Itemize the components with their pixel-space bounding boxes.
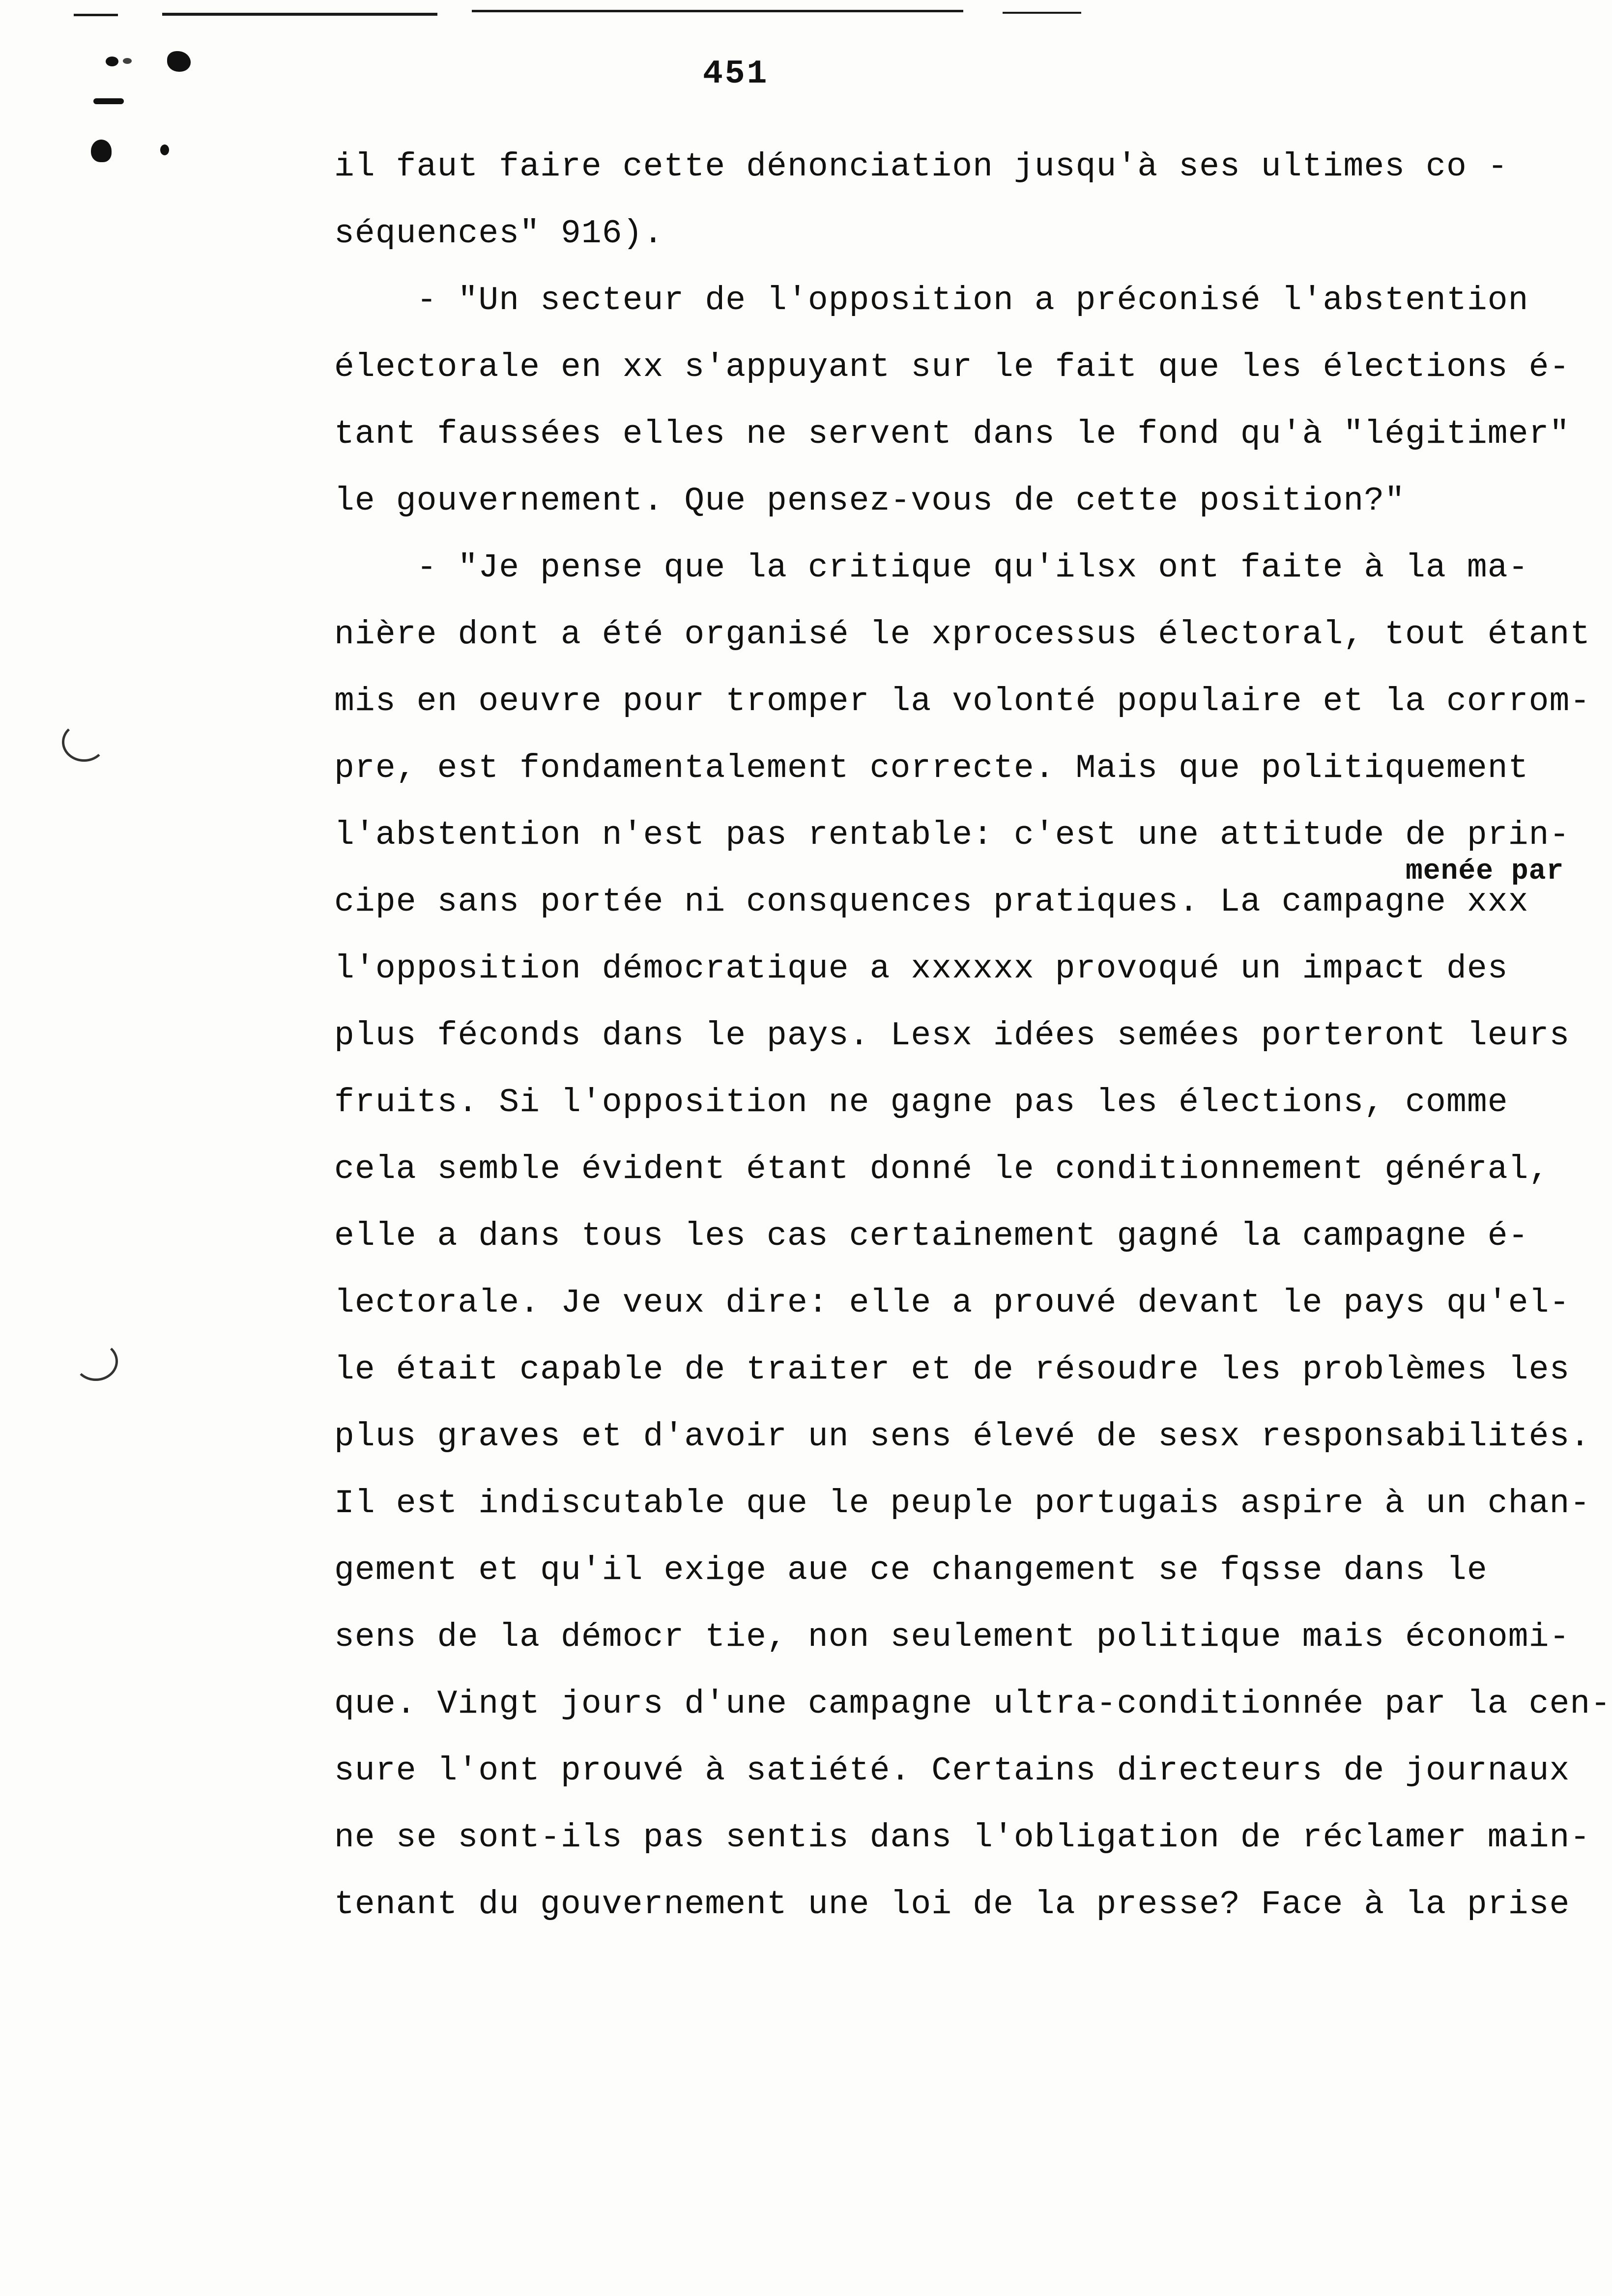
- text-line: cela semble évident étant donné le conditionnement général,: [334, 1150, 1550, 1188]
- ink-mark: [93, 98, 124, 104]
- interlinear-correction: menée par: [1406, 856, 1564, 888]
- punch-hole-mark: [91, 140, 112, 162]
- text-line: - "Un secteur de l'opposition a préconisé l'abstention: [334, 282, 1529, 319]
- scan-edge-rule: [472, 10, 963, 12]
- scan-edge-rule: [162, 13, 437, 16]
- text-line: cipe sans portée ni consquences pratiques. La campagne xxx: [334, 883, 1529, 921]
- text-line: plus graves et d'avoir un sens élevé de sesx responsabilités.: [334, 1418, 1591, 1456]
- text-line: l'abstention n'est pas rentable: c'est une attitude de prin-: [334, 816, 1570, 854]
- text-line: lectorale. Je veux dire: elle a prouvé devant le pays qu'el-: [334, 1284, 1570, 1322]
- margin-bracket-mark: [74, 1342, 118, 1381]
- margin-bracket-mark: [62, 722, 106, 762]
- text-line: électorale en xx s'appuyant sur le fait que les élections é-: [334, 348, 1570, 386]
- text-line: ne se sont-ils pas sentis dans l'obligation de réclamer main-: [334, 1819, 1591, 1857]
- text-line: gement et qu'il exige aue ce changement se fqsse dans le: [334, 1551, 1488, 1589]
- text-line: le gouvernement. Que pensez-vous de cette position?": [334, 482, 1406, 520]
- punch-hole-mark: [167, 51, 191, 72]
- ink-mark: [106, 57, 118, 66]
- text-line: sens de la démocr tie, non seulement politique mais économi-: [334, 1618, 1570, 1656]
- ink-mark: [123, 58, 132, 64]
- text-line: tenant du gouvernement une loi de la presse? Face à la prise: [334, 1886, 1570, 1923]
- text-line: fruits. Si l'opposition ne gagne pas les élections, comme: [334, 1084, 1508, 1121]
- text-line: sure l'ont prouvé à satiété. Certains directeurs de journaux: [334, 1752, 1570, 1790]
- text-line: mis en oeuvre pour tromper la volonté populaire et la corrom-: [334, 683, 1591, 720]
- text-line: il faut faire cette dénonciation jusqu'à ses ultimes co -: [334, 148, 1508, 186]
- text-line: elle a dans tous les cas certainement gagné la campagne é-: [334, 1217, 1529, 1255]
- text-line: le était capable de traiter et de résoudre les problèmes les: [334, 1351, 1570, 1389]
- text-line: nière dont a été organisé le xprocessus électoral, tout étant: [334, 616, 1591, 654]
- scan-edge-rule: [1003, 12, 1081, 14]
- scan-edge-rule: [74, 14, 118, 16]
- text-line: l'opposition démocratique a xxxxxx provoqué un impact des: [334, 950, 1508, 988]
- text-line: que. Vingt jours d'une campagne ultra-conditionnée par la cen-: [334, 1685, 1612, 1723]
- text-line: tant faussées elles ne servent dans le fond qu'à "légitimer": [334, 415, 1570, 453]
- text-line: Il est indiscutable que le peuple portugais aspire à un chan-: [334, 1485, 1591, 1522]
- text-line: séquences" 916).: [334, 215, 664, 253]
- text-line: pre, est fondamentalement correcte. Mais que politiquement: [334, 749, 1529, 787]
- text-line: - "Je pense que la critique qu'ilsx ont faite à la ma-: [334, 549, 1529, 587]
- ink-mark: [160, 144, 169, 155]
- text-line: plus féconds dans le pays. Lesx idées semées porteront leurs: [334, 1017, 1570, 1055]
- page-number: 451: [703, 55, 769, 93]
